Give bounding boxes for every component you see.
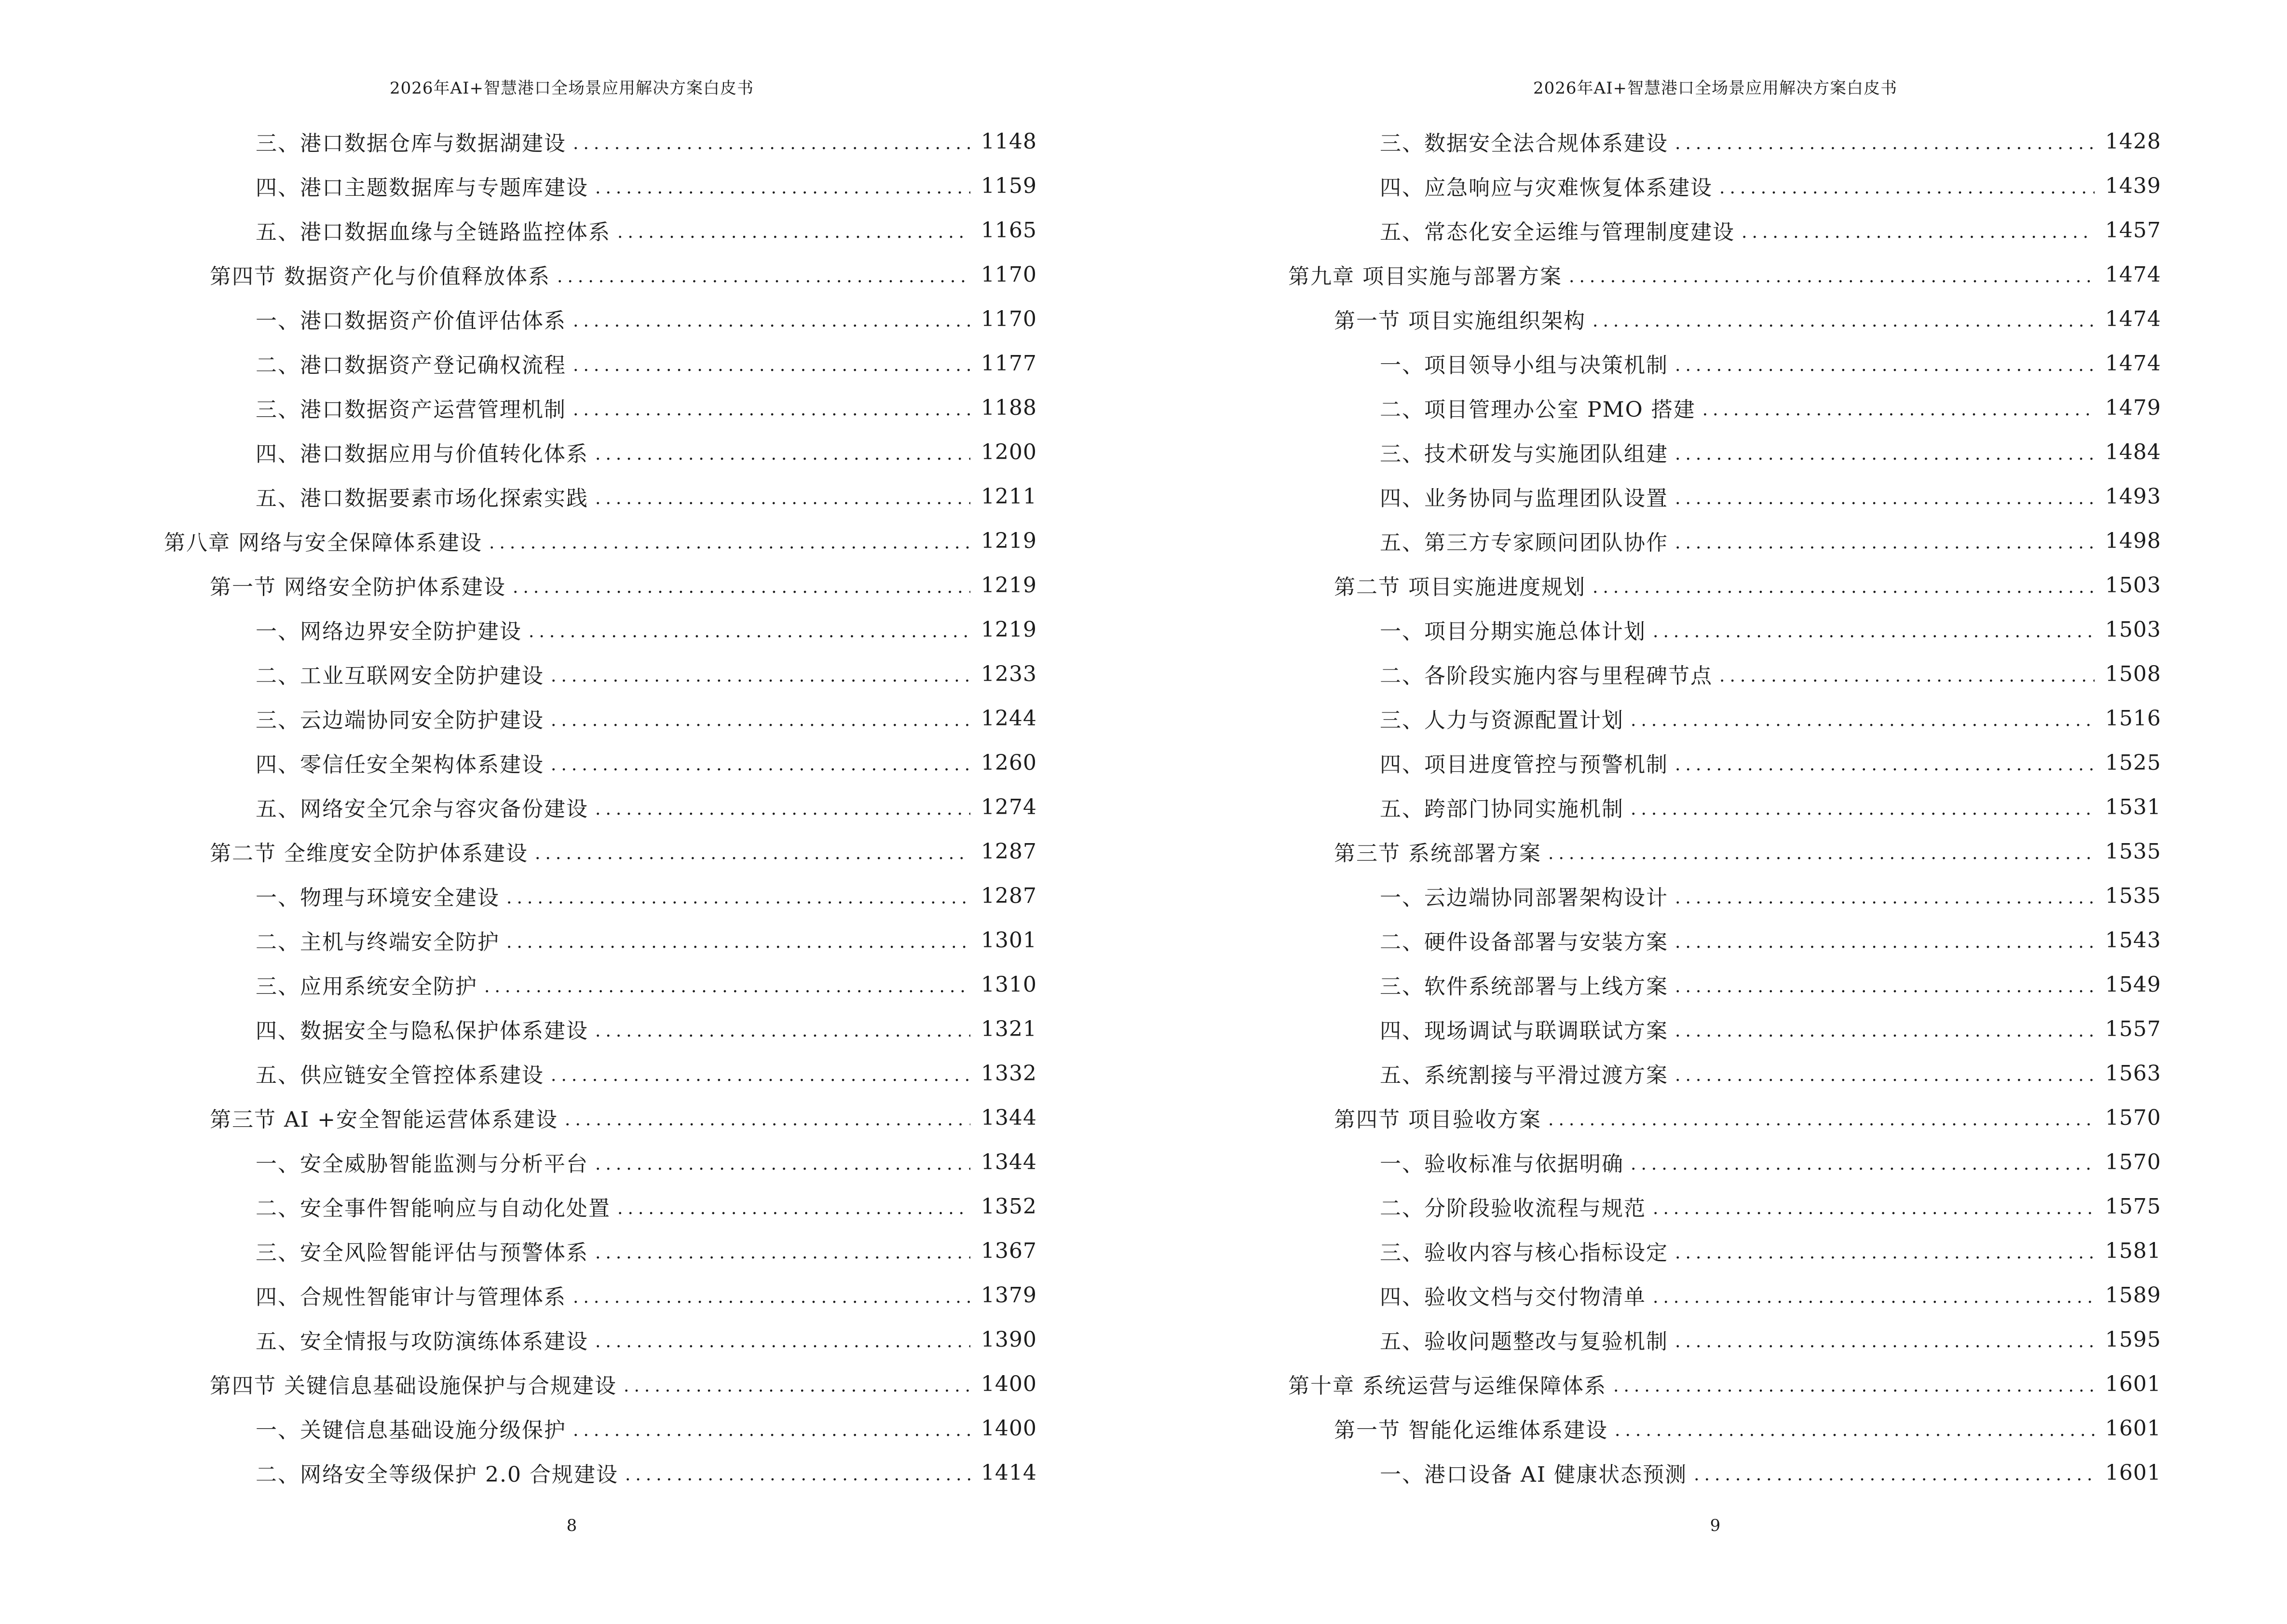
toc-entry-page-number: 1233 (981, 661, 1037, 686)
dot-leader (1613, 1376, 2095, 1396)
toc-entry-page-number: 1601 (2105, 1371, 2161, 1396)
dot-leader (625, 1465, 970, 1485)
toc-entry[interactable] (164, 563, 1037, 607)
toc-entry[interactable] (164, 119, 1037, 164)
toc-entry[interactable] (164, 1362, 1037, 1406)
toc-entry-page-number: 1287 (981, 883, 1037, 908)
toc-entry-title: 四、验收文档与交付物清单 (1380, 1285, 1646, 1310)
toc-entry-page-number: 1516 (2105, 706, 2161, 731)
toc-entry-page-number: 1581 (2105, 1238, 2161, 1263)
toc-entry-title: 三、软件系统部署与上线方案 (1380, 974, 1668, 999)
toc-entry-title: 四、业务协同与监理团队设置 (1380, 486, 1668, 511)
dot-leader (1675, 755, 2095, 775)
toc-entry[interactable] (164, 297, 1037, 341)
toc-entry-title: 二、硬件设备部署与安装方案 (1380, 930, 1668, 955)
toc-entry-page-number: 1200 (981, 439, 1037, 464)
toc-entry[interactable] (164, 1140, 1037, 1184)
toc-entry-title: 一、物理与环境安全建设 (256, 886, 500, 910)
toc-entry-page-number: 1211 (981, 484, 1037, 509)
dot-leader (1675, 489, 2095, 508)
toc-entry[interactable] (1288, 1007, 2161, 1051)
dot-leader (1675, 977, 2095, 996)
dot-leader (1548, 1110, 2095, 1130)
toc-entry-title: 三、应用系统安全防护 (256, 974, 477, 999)
toc-entry[interactable] (164, 740, 1037, 785)
toc-entry-page-number: 1414 (981, 1460, 1037, 1485)
dot-leader (1702, 400, 2095, 420)
toc-entry-page-number: 1148 (981, 129, 1037, 154)
toc-entry-title: 二、安全事件智能响应与自动化处置 (256, 1196, 611, 1221)
toc-entry-title: 第九章 项目实施与部署方案 (1288, 264, 1562, 289)
toc-entry-title: 五、网络安全冗余与容灾备份建设 (256, 797, 588, 821)
dot-leader (595, 1154, 970, 1174)
dot-leader (1675, 1021, 2095, 1041)
toc-entry[interactable] (1288, 1406, 2161, 1450)
toc-entry-title: 第四节 项目验收方案 (1334, 1107, 1541, 1132)
toc-entry-title: 三、云边端协同安全防护建设 (256, 708, 544, 733)
toc-entry[interactable] (1288, 297, 2161, 341)
toc-entry-page-number: 1400 (981, 1416, 1037, 1441)
toc-entry-page-number: 1595 (2105, 1327, 2161, 1352)
toc-entry-page-number: 1479 (2105, 395, 2161, 420)
toc-entry[interactable] (164, 519, 1037, 563)
toc-entry[interactable] (164, 1450, 1037, 1495)
toc-entry-title: 三、验收内容与核心指标设定 (1380, 1241, 1668, 1265)
toc-entry-title: 二、项目管理办公室 PMO 搭建 (1380, 397, 1696, 422)
toc-entry[interactable] (164, 1095, 1037, 1140)
dot-leader (551, 755, 970, 775)
dot-leader (1694, 1465, 2095, 1485)
toc-entry-page-number: 1244 (981, 706, 1037, 731)
toc-entry-title: 五、验收问题整改与复验机制 (1380, 1329, 1668, 1354)
toc-entry-page-number: 1508 (2105, 661, 2161, 686)
toc-entry[interactable] (164, 829, 1037, 873)
toc-entry-title: 四、港口主题数据库与专题库建设 (256, 176, 588, 200)
dot-leader (1631, 1154, 2095, 1174)
dot-leader (595, 1021, 970, 1041)
toc-entry-page-number: 1525 (2105, 750, 2161, 775)
dot-leader (1719, 666, 2095, 686)
toc-entry-title: 第三节 系统部署方案 (1334, 841, 1541, 866)
toc-list (1288, 119, 2161, 1495)
toc-entry-page-number: 1557 (2105, 1016, 2161, 1041)
toc-entry[interactable] (1288, 119, 2161, 164)
toc-entry[interactable] (164, 918, 1037, 962)
toc-entry[interactable] (1288, 430, 2161, 474)
dot-leader (565, 1110, 970, 1130)
toc-entry-title: 二、分阶段验收流程与规范 (1380, 1196, 1646, 1221)
toc-entry[interactable] (164, 1406, 1037, 1450)
toc-entry[interactable] (1288, 164, 2161, 208)
dot-leader (551, 710, 970, 730)
toc-entry-title: 一、项目分期实施总体计划 (1380, 619, 1646, 644)
dot-leader (535, 844, 970, 863)
toc-entry-title: 第二节 项目实施进度规划 (1334, 575, 1586, 600)
toc-entry-title: 五、第三方专家顾问团队协作 (1380, 531, 1668, 555)
toc-entry[interactable] (1288, 1051, 2161, 1095)
toc-entry-page-number: 1344 (981, 1149, 1037, 1174)
dot-leader (1675, 1065, 2095, 1085)
toc-entry[interactable] (164, 1317, 1037, 1362)
dot-leader (1675, 932, 2095, 952)
toc-entry[interactable] (164, 962, 1037, 1007)
dot-leader (1675, 1243, 2095, 1263)
dot-leader (1593, 311, 2095, 331)
toc-entry-page-number: 1159 (981, 173, 1037, 198)
toc-entry-title: 二、主机与终端安全防护 (256, 930, 500, 955)
toc-entry[interactable] (164, 696, 1037, 740)
toc-entry-page-number: 1400 (981, 1371, 1037, 1396)
dot-leader (1593, 577, 2095, 597)
dot-leader (624, 1376, 970, 1396)
toc-entry-title: 第八章 网络与安全保障体系建设 (164, 531, 482, 555)
toc-entry-page-number: 1543 (2105, 928, 2161, 953)
page-number: 9 (1710, 1516, 1721, 1535)
toc-entry-title: 四、数据安全与隐私保护体系建设 (256, 1019, 588, 1043)
toc-entry-page-number: 1274 (981, 794, 1037, 819)
dot-leader (1631, 799, 2095, 819)
dot-leader (573, 311, 970, 331)
running-header: 2026年AI+智慧港口全场景应用解决方案白皮书 (1533, 79, 1897, 98)
dot-leader (513, 577, 970, 597)
dot-leader (1653, 1287, 2095, 1307)
toc-entry-title: 三、安全风险智能评估与预警体系 (256, 1241, 588, 1265)
toc-entry[interactable] (164, 164, 1037, 208)
toc-entry[interactable] (164, 1228, 1037, 1273)
dot-leader (1631, 710, 2095, 730)
toc-entry-page-number: 1503 (2105, 617, 2161, 642)
toc-entry-page-number: 1170 (981, 262, 1037, 287)
toc-entry[interactable] (164, 1273, 1037, 1317)
dot-leader (595, 489, 970, 508)
toc-entry-page-number: 1219 (981, 617, 1037, 642)
toc-entry-page-number: 1484 (2105, 439, 2161, 464)
toc-entry-page-number: 1301 (981, 928, 1037, 953)
toc-entry[interactable] (1288, 918, 2161, 962)
toc-entry-title: 二、网络安全等级保护 2.0 合规建设 (256, 1462, 618, 1487)
toc-entry-title: 三、港口数据资产运营管理机制 (256, 397, 566, 422)
toc-entry-page-number: 1563 (2105, 1061, 2161, 1086)
toc-entry-title: 五、港口数据血缘与全链路监控体系 (256, 220, 611, 245)
dot-leader (595, 178, 970, 198)
toc-entry-page-number: 1352 (981, 1194, 1037, 1219)
toc-list (164, 119, 1037, 1495)
dot-leader (551, 666, 970, 686)
toc-entry-title: 五、系统割接与平滑过渡方案 (1380, 1063, 1668, 1088)
toc-entry-title: 三、人力与资源配置计划 (1380, 708, 1624, 733)
toc-entry[interactable] (1288, 740, 2161, 785)
toc-entry-title: 第一节 智能化运维体系建设 (1334, 1418, 1608, 1443)
toc-entry[interactable] (1288, 341, 2161, 385)
toc-entry-title: 五、安全情报与攻防演练体系建设 (256, 1329, 588, 1354)
dot-leader (573, 400, 970, 420)
toc-entry-page-number: 1589 (2105, 1283, 2161, 1308)
toc-entry-title: 一、关键信息基础设施分级保护 (256, 1418, 566, 1443)
toc-entry-page-number: 1601 (2105, 1460, 2161, 1485)
dot-leader (617, 222, 970, 242)
toc-entry[interactable] (164, 785, 1037, 829)
toc-entry-page-number: 1332 (981, 1061, 1037, 1086)
toc-entry-page-number: 1535 (2105, 839, 2161, 864)
toc-entry-page-number: 1188 (981, 395, 1037, 420)
toc-entry-title: 二、工业互联网安全防护建设 (256, 664, 544, 688)
page-number: 8 (566, 1516, 577, 1535)
toc-entry-page-number: 1170 (981, 306, 1037, 331)
toc-entry[interactable] (164, 208, 1037, 252)
toc-entry-title: 第四节 数据资产化与价值释放体系 (210, 264, 550, 289)
toc-entry-title: 第三节 AI +安全智能运营体系建设 (210, 1107, 558, 1132)
dot-leader (1675, 533, 2095, 553)
toc-entry-page-number: 1439 (2105, 173, 2161, 198)
toc-entry-page-number: 1165 (981, 218, 1037, 243)
dot-leader (1742, 222, 2095, 242)
toc-entry[interactable] (1288, 1095, 2161, 1140)
toc-entry-page-number: 1549 (2105, 972, 2161, 997)
toc-entry-title: 三、技术研发与实施团队组建 (1380, 442, 1668, 466)
toc-entry[interactable] (1288, 474, 2161, 519)
toc-entry-page-number: 1503 (2105, 573, 2161, 598)
dot-leader (1675, 355, 2095, 375)
toc-entry[interactable] (1288, 962, 2161, 1007)
toc-entry[interactable] (1288, 1362, 2161, 1406)
toc-entry[interactable] (1288, 829, 2161, 873)
toc-entry-title: 第一节 网络安全防护体系建设 (210, 575, 506, 600)
dot-leader (489, 533, 970, 553)
dot-leader (506, 932, 970, 952)
toc-entry-page-number: 1390 (981, 1327, 1037, 1352)
toc-entry[interactable] (164, 430, 1037, 474)
toc-entry-title: 一、港口设备 AI 健康状态预测 (1380, 1462, 1688, 1487)
toc-entry-title: 三、港口数据仓库与数据湖建设 (256, 131, 566, 156)
toc-entry-page-number: 1219 (981, 573, 1037, 598)
dot-leader (595, 444, 970, 464)
toc-entry[interactable] (1288, 652, 2161, 696)
toc-entry-title: 第一节 项目实施组织架构 (1334, 309, 1586, 333)
toc-entry[interactable] (1288, 385, 2161, 430)
toc-entry-title: 四、应急响应与灾难恢复体系建设 (1380, 176, 1713, 200)
dot-leader (617, 1199, 970, 1218)
toc-entry[interactable] (1288, 563, 2161, 607)
toc-entry-page-number: 1287 (981, 839, 1037, 864)
dot-leader (1675, 134, 2095, 153)
dot-leader (573, 134, 970, 153)
toc-entry-page-number: 1457 (2105, 218, 2161, 243)
dot-leader (573, 355, 970, 375)
toc-entry-page-number: 1575 (2105, 1194, 2161, 1219)
dot-leader (1653, 1199, 2095, 1218)
toc-entry-title: 一、项目领导小组与决策机制 (1380, 353, 1668, 378)
dot-leader (595, 1243, 970, 1263)
toc-entry[interactable] (164, 873, 1037, 918)
toc-entry-title: 五、常态化安全运维与管理制度建设 (1380, 220, 1735, 245)
toc-entry[interactable] (1288, 873, 2161, 918)
toc-entry[interactable] (164, 252, 1037, 297)
dot-leader (1653, 622, 2095, 641)
toc-entry-title: 五、跨部门协同实施机制 (1380, 797, 1624, 821)
toc-entry-title: 四、项目进度管控与预警机制 (1380, 752, 1668, 777)
toc-entry-page-number: 1344 (981, 1105, 1037, 1130)
toc-entry[interactable] (164, 341, 1037, 385)
toc-entry[interactable] (164, 652, 1037, 696)
dot-leader (1615, 1420, 2095, 1440)
dot-leader (506, 888, 970, 908)
toc-entry-title: 第二节 全维度安全防护体系建设 (210, 841, 528, 866)
toc-entry[interactable] (1288, 252, 2161, 297)
dot-leader (595, 799, 970, 819)
dot-leader (1548, 844, 2095, 863)
toc-entry-page-number: 1321 (981, 1016, 1037, 1041)
dot-leader (1719, 178, 2095, 198)
dot-leader (595, 1332, 970, 1351)
dot-leader (573, 1287, 970, 1307)
running-header: 2026年AI+智慧港口全场景应用解决方案白皮书 (390, 79, 754, 98)
dot-leader (573, 1420, 970, 1440)
toc-entry-page-number: 1474 (2105, 262, 2161, 287)
toc-entry-title: 一、网络边界安全防护建设 (256, 619, 522, 644)
dot-leader (557, 267, 970, 287)
toc-entry-page-number: 1570 (2105, 1149, 2161, 1174)
toc-entry-title: 一、云边端协同部署架构设计 (1380, 886, 1668, 910)
toc-entry[interactable] (164, 1184, 1037, 1228)
toc-entry[interactable] (1288, 519, 2161, 563)
toc-entry[interactable] (1288, 1450, 2161, 1495)
toc-entry-title: 五、港口数据要素市场化探索实践 (256, 486, 588, 511)
toc-entry-title: 第十章 系统运营与运维保障体系 (1288, 1374, 1606, 1398)
toc-entry-title: 一、港口数据资产价值评估体系 (256, 309, 566, 333)
toc-entry-title: 四、现场调试与联调联试方案 (1380, 1019, 1668, 1043)
toc-entry[interactable] (1288, 1140, 2161, 1184)
toc-entry[interactable] (164, 474, 1037, 519)
dot-leader (1675, 888, 2095, 908)
toc-entry-page-number: 1367 (981, 1238, 1037, 1263)
toc-entry[interactable] (1288, 208, 2161, 252)
toc-entry-title: 四、港口数据应用与价值转化体系 (256, 442, 588, 466)
toc-entry-page-number: 1498 (2105, 528, 2161, 553)
toc-entry[interactable] (1288, 1273, 2161, 1317)
toc-entry-page-number: 1177 (981, 351, 1037, 376)
toc-entry-page-number: 1260 (981, 750, 1037, 775)
toc-entry[interactable] (1288, 1317, 2161, 1362)
toc-entry-page-number: 1428 (2105, 129, 2161, 154)
toc-entry-page-number: 1219 (981, 528, 1037, 553)
toc-entry-page-number: 1601 (2105, 1416, 2161, 1441)
toc-entry-title: 五、供应链安全管控体系建设 (256, 1063, 544, 1088)
dot-leader (529, 622, 970, 641)
dot-leader (551, 1065, 970, 1085)
toc-entry[interactable] (164, 1051, 1037, 1095)
toc-entry-page-number: 1474 (2105, 306, 2161, 331)
toc-entry[interactable] (1288, 785, 2161, 829)
dot-leader (484, 977, 970, 996)
dot-leader (1675, 1332, 2095, 1351)
toc-entry-title: 三、数据安全法合规体系建设 (1380, 131, 1668, 156)
toc-entry-title: 二、各阶段实施内容与里程碑节点 (1380, 664, 1713, 688)
toc-entry-title: 二、港口数据资产登记确权流程 (256, 353, 566, 378)
toc-entry[interactable] (1288, 1184, 2161, 1228)
toc-entry-page-number: 1493 (2105, 484, 2161, 509)
toc-entry-page-number: 1379 (981, 1283, 1037, 1308)
toc-entry-page-number: 1535 (2105, 883, 2161, 908)
toc-entry[interactable] (1288, 607, 2161, 652)
toc-entry-page-number: 1474 (2105, 351, 2161, 376)
dot-leader (1675, 444, 2095, 464)
toc-entry[interactable] (1288, 1228, 2161, 1273)
toc-entry-page-number: 1570 (2105, 1105, 2161, 1130)
toc-entry-title: 一、安全威胁智能监测与分析平台 (256, 1152, 588, 1176)
dot-leader (1569, 267, 2095, 287)
toc-entry-title: 一、验收标准与依据明确 (1380, 1152, 1624, 1176)
toc-entry[interactable] (164, 607, 1037, 652)
toc-entry-title: 四、合规性智能审计与管理体系 (256, 1285, 566, 1310)
toc-entry-title: 第四节 关键信息基础设施保护与合规建设 (210, 1374, 617, 1398)
toc-entry-title: 四、零信任安全架构体系建设 (256, 752, 544, 777)
toc-entry[interactable] (1288, 696, 2161, 740)
toc-entry[interactable] (164, 385, 1037, 430)
toc-entry-page-number: 1531 (2105, 794, 2161, 819)
toc-entry[interactable] (164, 1007, 1037, 1051)
toc-page-right (1144, 0, 2287, 1624)
toc-entry-page-number: 1310 (981, 972, 1037, 997)
